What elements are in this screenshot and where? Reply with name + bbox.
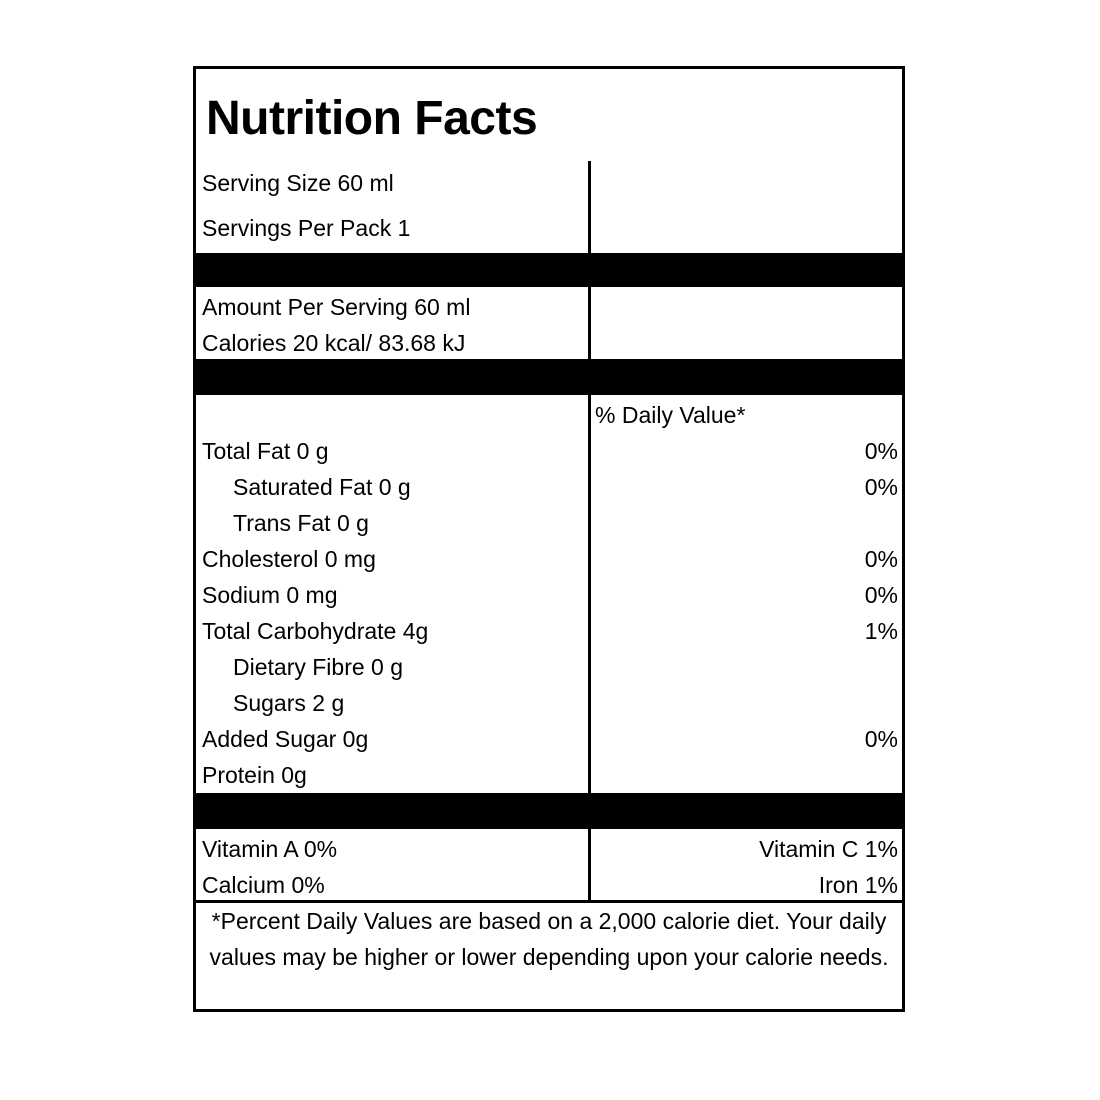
dv-saturated-fat: 0%: [864, 474, 898, 500]
amount-divider: [588, 287, 591, 359]
serving-size: Serving Size 60 ml: [202, 170, 394, 196]
vitamins-divider: [588, 829, 591, 901]
vitamin-a: Vitamin A 0%: [202, 836, 338, 862]
nutrients-divider: [588, 395, 591, 793]
vitamin-c: Vitamin C 1%: [759, 836, 898, 862]
nutrient-saturated-fat: Saturated Fat 0 g: [233, 474, 411, 500]
servings-per-pack: Servings Per Pack 1: [202, 215, 411, 241]
daily-value-header: % Daily Value*: [595, 402, 746, 428]
nutrient-total-fat: Total Fat 0 g: [202, 438, 329, 464]
dv-sodium: 0%: [864, 582, 898, 608]
amount-per-serving: Amount Per Serving 60 ml: [202, 294, 471, 320]
calories: Calories 20 kcal/ 83.68 kJ: [202, 330, 466, 356]
nutrient-total-carbohydrate: Total Carbohydrate 4g: [202, 618, 429, 644]
nutrient-sugars: Sugars 2 g: [233, 690, 345, 716]
nutrient-trans-fat: Trans Fat 0 g: [233, 510, 369, 536]
dv-total-fat: 0%: [864, 438, 898, 464]
calcium: Calcium 0%: [202, 872, 325, 898]
thick-bar-2: [196, 359, 902, 395]
nutrient-protein: Protein 0g: [202, 762, 307, 788]
nutrient-added-sugar: Added Sugar 0g: [202, 726, 369, 752]
serving-divider: [588, 161, 591, 253]
thick-bar-1: [196, 253, 902, 287]
dv-added-sugar: 0%: [864, 726, 898, 752]
dv-cholesterol: 0%: [864, 546, 898, 572]
label-title: Nutrition Facts: [206, 92, 538, 145]
nutrient-cholesterol: Cholesterol 0 mg: [202, 546, 376, 572]
thick-bar-3: [196, 793, 902, 829]
nutrition-facts-label: [193, 66, 905, 1012]
footnote: *Percent Daily Values are based on a 2,000 calorie diet. Your daily values may be higher or lower depending upon your calorie needs.: [209, 908, 889, 970]
nutrient-dietary-fibre: Dietary Fibre 0 g: [233, 654, 404, 680]
nutrient-sodium: Sodium 0 mg: [202, 582, 338, 608]
iron: Iron 1%: [818, 872, 898, 898]
dv-total-carbohydrate: 1%: [864, 618, 898, 644]
